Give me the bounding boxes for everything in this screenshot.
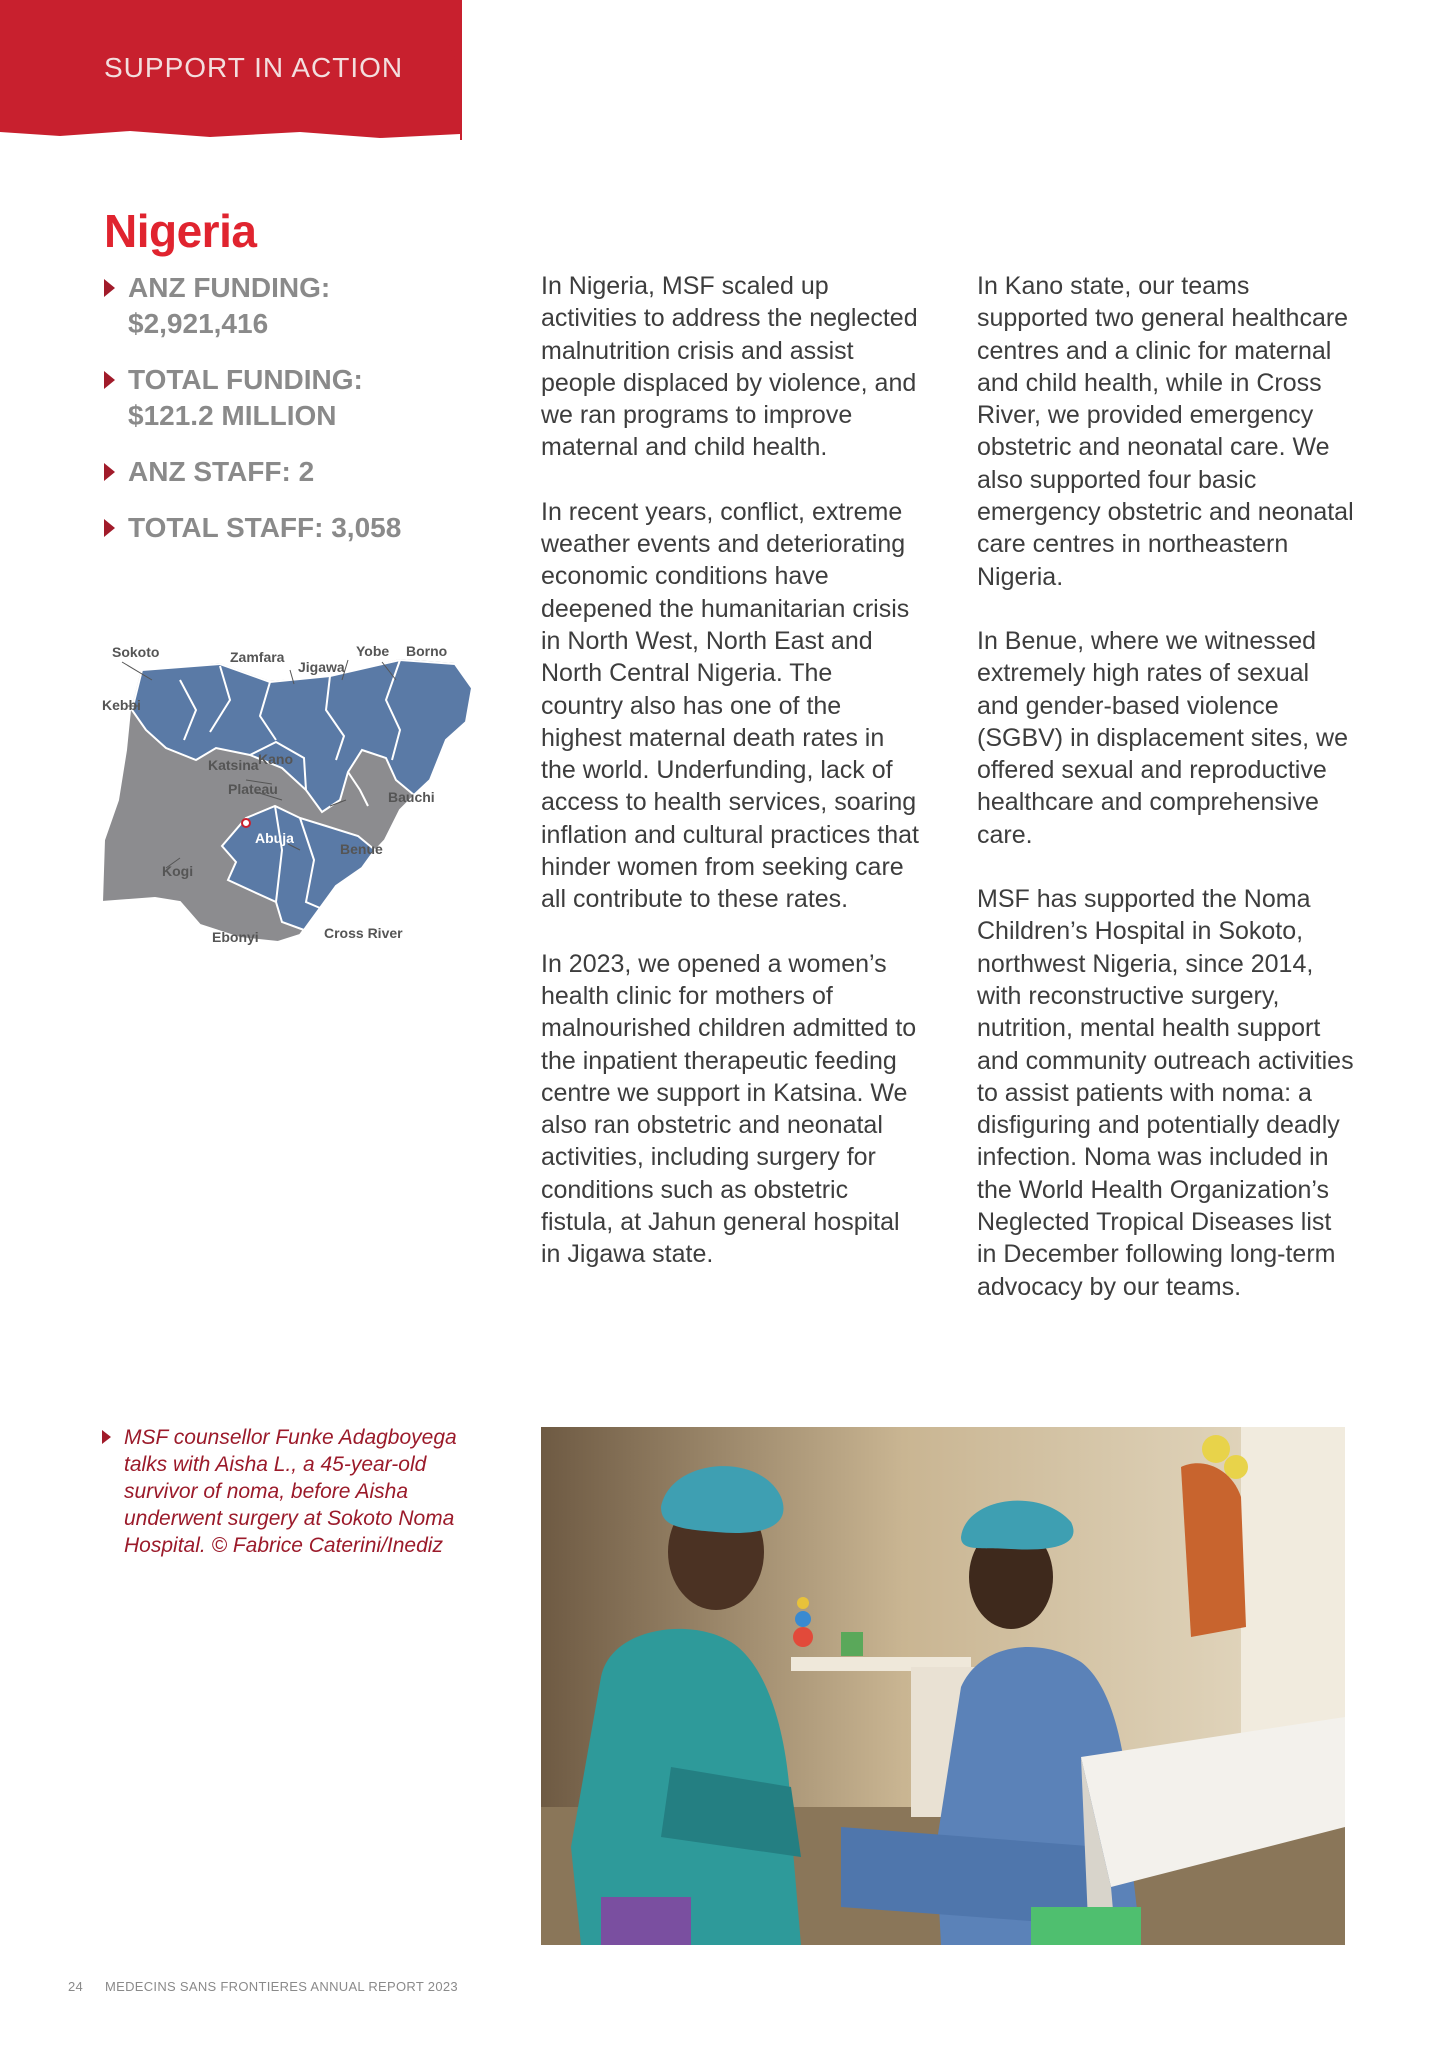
stat-label: ANZ FUNDING: [128, 272, 331, 303]
map-label-bauchi: Bauchi [388, 789, 435, 805]
stats-list [102, 270, 482, 566]
body-column-2 [977, 270, 1357, 1335]
stat-label: TOTAL FUNDING: [128, 364, 363, 395]
nigeria-map [100, 640, 495, 980]
paragraph: In 2023, we opened a women’s health clinic for mothers of malnourished children admitted to the inpatient therapeutic feeding centre we support in Katsina. We also ran obstetric and neonatal activities, including surgery for conditions such as obstetric fistula, at Jahun general hospital in Jigawa state. [541, 949, 917, 1269]
stat-value: $121.2 MILLION [128, 400, 337, 431]
country-title: Nigeria [104, 205, 257, 257]
stat-value: $2,921,416 [128, 308, 269, 339]
map-label-abuja: Abuja [255, 830, 294, 846]
paragraph: In Nigeria, MSF scaled up activities to address the neglected malnutrition crisis and assist people displaced by violence, and we ran programs to improve maternal and child health. [541, 272, 918, 462]
stat-value: 3,058 [331, 512, 402, 543]
section-label: SUPPORT IN ACTION [104, 52, 404, 83]
stat-label: ANZ STAFF: [128, 456, 291, 487]
photo-counsellor-and-patient [541, 1427, 1345, 1945]
bullet-triangle-icon [104, 371, 115, 389]
map-label-kano: Kano [258, 751, 293, 767]
body-column-1 [541, 270, 921, 1303]
map-label-zamfara: Zamfara [230, 649, 285, 665]
map-label-katsina: Katsina [208, 757, 259, 773]
map-label-cross-river: Cross River [324, 925, 403, 941]
paragraph: In recent years, conflict, extreme weather events and deteriorating economic conditions have deepened the humanitarian crisis in North West, North East and North Central Nigeria. The country also has one of the highest maternal death rates in the world. Underfunding, lack of access to health services, soaring inflation and cultural practices that hinder women from seeking care all contribute to these rates. [541, 497, 919, 914]
photo-caption-text: MSF counsellor Funke Adagboyega talks with Aisha L., a 45-year-old survivor of noma, before Aisha underwent surgery at Sokoto Noma Hospital. © Fabrice Caterini/Inediz [124, 1426, 457, 1557]
stat-anz-staff [102, 454, 482, 490]
map-label-sokoto: Sokoto [112, 644, 160, 660]
page-number: 24 [68, 1979, 84, 1994]
section-banner [0, 0, 462, 140]
report-title: MEDECINS SANS FRONTIERES ANNUAL REPORT 2023 [104, 1979, 458, 1994]
bullet-triangle-icon [104, 279, 115, 297]
paragraph: MSF has supported the Noma Children’s Hospital in Sokoto, northwest Nigeria, since 2014, with reconstructive surgery, nutrition, mental health support and community outreach activities to assist patients with noma: a disfiguring and potentially deadly infection. Noma was included in the World Health Organization’s Neglected Tropical Diseases list in December following long-term advocacy by our teams. [977, 885, 1354, 1301]
stat-label: TOTAL STAFF: [128, 512, 324, 543]
bullet-triangle-icon [104, 463, 115, 481]
paragraph: In Kano state, our teams supported two general healthcare centres and a clinic for maternal and child health, while in Cross River, we provided emergency obstetric and neonatal care. We also supported four basic emergency obstetric and neonatal care centres in northeastern Nigeria. [977, 272, 1354, 591]
map-label-kogi: Kogi [162, 863, 194, 879]
page-footer [68, 1979, 458, 1994]
bullet-triangle-icon [104, 519, 115, 537]
map-label-kebbi: Kebbi [102, 697, 141, 713]
bullet-triangle-icon [102, 1430, 111, 1444]
stat-value: 2 [298, 456, 315, 487]
map-label-jigawa: Jigawa [298, 659, 345, 675]
map-label-yobe: Yobe [356, 643, 390, 659]
photo-caption [102, 1424, 464, 1559]
map-label-plateau: Plateau [228, 781, 278, 797]
stat-total-funding [102, 362, 482, 434]
stat-anz-funding [102, 270, 482, 342]
map-label-borno: Borno [406, 643, 448, 659]
paragraph: In Benue, where we witnessed extremely high rates of sexual and gender-based violence (SGBV) in displacement sites, we offered sexual and reproductive healthcare and comprehensive care. [977, 626, 1348, 849]
abuja-marker [242, 819, 250, 827]
map-label-benue: Benue [340, 841, 383, 857]
stat-total-staff [102, 510, 482, 546]
map-label-ebonyi: Ebonyi [212, 929, 259, 945]
photo-illustration [541, 1427, 1345, 1945]
